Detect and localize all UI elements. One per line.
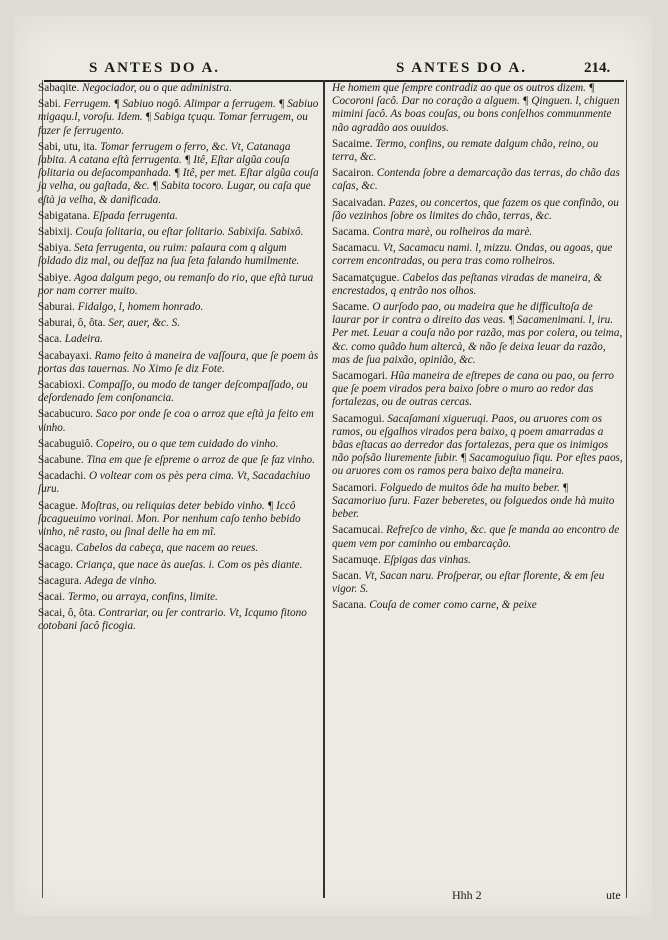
- entry-definition: He homem que ſempre contradiz ao que os outros dizem. ¶ Cocoroni ſacô. Dar no coração a alguem. ¶ Qinguen. l, chiguen mimini ſacô. As boas couſas, ou bons conſelhos communmente não agradão aos ouuidos.: [332, 82, 620, 134]
- dictionary-entry: [332, 413, 624, 479]
- dictionary-entry: [332, 370, 624, 410]
- dictionary-entry: [332, 226, 624, 239]
- entry-headword: Sacamori.: [332, 481, 378, 494]
- dictionary-entry: [38, 454, 320, 467]
- entry-headword: Sacai.: [38, 590, 66, 603]
- dictionary-entry: [332, 197, 624, 223]
- entry-headword: Sabiya.: [38, 242, 72, 255]
- entry-definition: Compaſſo, ou modo de tanger deſcompaſſado, ou deſordenado ſem conſonancia.: [38, 379, 308, 405]
- dictionary-entry: [38, 350, 320, 376]
- entry-headword: Sacabucuro.: [38, 408, 93, 421]
- entry-definition: Eſpada ferrugenta.: [92, 209, 178, 222]
- dictionary-entry: [332, 167, 624, 193]
- entry-headword: Sacago.: [38, 558, 74, 571]
- entry-definition: O voltear com os pès pera cima. Vt, Sacadachiuo ſuru.: [38, 470, 311, 496]
- entry-definition: Ramo feito à maneira de vaſſoura, que ſe poem às portas das tauernas. No Ximo ſe diz Fote.: [38, 349, 319, 375]
- entry-headword: Sacame.: [332, 301, 370, 314]
- entry-definition: Vt, Sacan naru. Proſperar, ou eſtar florente, & em ſeu vigor. S.: [332, 569, 605, 596]
- entry-definition: Cabelos das peſtanas viradas de maneira, & encrestados, q entrão nos olhos.: [332, 271, 603, 297]
- dictionary-entry: [332, 138, 624, 164]
- dictionary-entry: [38, 559, 320, 572]
- entry-definition: Folguedo de muitos ôde ha muito beber. ¶ Sacamoriuo ſuru. Fazer beberetes, ou folguedos onde hà muito beber.: [332, 481, 615, 521]
- entry-headword: Sacamuqe.: [332, 553, 381, 566]
- entry-headword: Sacabuguiô.: [38, 437, 93, 450]
- dictionary-entry: [38, 607, 320, 633]
- entry-definition: Couſa ſolitaria, ou eſtar ſolitario. Sabixiſa. Sabixô.: [75, 226, 304, 239]
- dictionary-entry: [332, 272, 624, 298]
- dictionary-entry: [38, 242, 320, 268]
- dictionary-entry: [38, 98, 320, 138]
- entry-definition: Contenda ſobre a demarcação das terras, do chão das caſas, &c.: [332, 167, 620, 193]
- column-divider: [323, 80, 325, 898]
- dictionary-entry: [38, 82, 320, 95]
- dictionary-entry: [332, 301, 624, 367]
- dictionary-entry: [38, 438, 320, 451]
- entry-headword: Sabi, utu, ita.: [38, 140, 98, 153]
- entry-headword: Sabi.: [38, 98, 61, 111]
- entry-headword: Sabixij.: [38, 226, 73, 239]
- entry-headword: Saca.: [38, 333, 62, 346]
- dictionary-entry: [38, 226, 320, 239]
- entry-definition: Sacaſamani xigueruqi. Paos, ou aruores com os ramos, ou eſgalhos virados pera baixo, q poem amarradas a bãas eſtacas ao derredor das fortalezas, pera que os inimigos não poſsão liuremente ſubir. ¶ Sacamoguiuo fiqu. Por eſtes paos, ou aruores com os ramos pera baixo deſta maneira.: [332, 412, 623, 478]
- right-column: [332, 82, 624, 616]
- dictionary-entry: [38, 141, 320, 207]
- entry-headword: Sacague.: [38, 499, 79, 512]
- entry-definition: Couſa de comer como carne, & peixe: [369, 599, 537, 612]
- right-border-rule: [626, 80, 627, 898]
- entry-headword: Sacabioxi.: [38, 379, 85, 392]
- dictionary-entry: [332, 599, 624, 612]
- left-running-header: S ANTES DO A.: [89, 60, 221, 76]
- entry-headword: Sacagura.: [38, 574, 82, 587]
- dictionary-entry: [38, 408, 320, 434]
- entry-definition: Contra marè, ou rolheiros da marè.: [372, 226, 533, 239]
- book-page: [14, 16, 652, 916]
- dictionary-entry: [38, 317, 320, 330]
- entry-headword: Sacamogari.: [332, 370, 388, 383]
- entry-headword: Sacagu.: [38, 542, 74, 555]
- page-number: 214.: [584, 60, 611, 76]
- catchword: ute: [606, 888, 621, 902]
- entry-definition: Adega de vinho.: [84, 574, 157, 587]
- entry-definition: Ser, auer, &c. S.: [108, 317, 180, 330]
- entry-definition: Refreſco de vinho, &c. que ſe manda ao encontro de quem vem por caminho ou embarcação.: [332, 524, 620, 550]
- dictionary-entry: [38, 210, 320, 223]
- entry-headword: Sacama.: [332, 226, 370, 239]
- entry-headword: Sacamacu.: [332, 242, 381, 255]
- entry-definition: Tomar ferrugem o ferro, &c. Vt, Catanaga ſabita. A catana eſtà ferrugenta. ¶ Itê, Eſtar algũa couſa ſolitaria ou deſacompanhada. ¶ Itê, per met. Eſtar algũa couſa ja velha, ou gaſtada, &c. ¶ Sabita tocoro. Lugar, ou caſa que eſtà ja velha, & danificada.: [38, 140, 319, 206]
- entry-headword: Saburai.: [38, 301, 75, 314]
- entry-headword: Sacairon.: [332, 167, 374, 180]
- entry-headword: Sacadachi.: [38, 470, 87, 483]
- dictionary-entry: [38, 470, 320, 496]
- entry-definition: Vt, Sacamacu nami. l, mizzu. Ondas, ou agoas, que correm encontradas, ou pera tras como rolheiros.: [332, 242, 613, 268]
- dictionary-entry: [332, 570, 624, 596]
- dictionary-entry: [332, 482, 624, 522]
- entry-definition: Termo, confins, ou remate dalgum chão, reino, ou terra, &c.: [332, 137, 599, 164]
- entry-definition: Moſtras, ou reliquias deter bebido vinho. ¶ Iccô ſacagueuimo vorinai. Mon. Por nenhum caſo tenho bebido vinho, nê rasto, ou ſinal delle ha em mĩ.: [38, 499, 301, 539]
- entry-definition: O aurſodo pao, ou madeira que he difficultoſa de laurar por ir contra o direito das veas. ¶ Sacamenimani. l, iru. Per met. Leuar a couſa não por razão, mas por colera, ou teima, &c. como quãdo hum altercà, & não ſe deixa leuar da razão, mas de ſua paixão, opinião, &c.: [332, 301, 623, 366]
- entry-headword: Sacamogui.: [332, 412, 385, 425]
- signature-mark: Hhh 2: [452, 888, 482, 902]
- entry-definition: Ladeira.: [64, 333, 103, 346]
- dictionary-entry: [38, 542, 320, 555]
- entry-headword: Sacabayaxi.: [38, 349, 92, 362]
- entry-headword: Sacamatçugue.: [332, 271, 400, 284]
- dictionary-entry: [332, 242, 624, 268]
- entry-definition: Agoa dalgum pego, ou remanſo do rio, que eſtà turua por nam correr muito.: [38, 271, 314, 297]
- entry-headword: Sacabune.: [38, 454, 84, 467]
- left-column: [38, 82, 320, 637]
- dictionary-entry: [38, 333, 320, 346]
- dictionary-entry: [38, 575, 320, 588]
- dictionary-entry: [38, 272, 320, 298]
- entry-definition: Saco por onde ſe coa o arroz que eſtà ja feito em vinho.: [38, 408, 314, 434]
- entry-headword: Sacana.: [332, 599, 367, 612]
- dictionary-entry: [332, 554, 624, 567]
- entry-definition: Tina em que ſe eſpreme o arroz de que ſe faz vinho.: [86, 454, 315, 467]
- dictionary-entry: [332, 524, 624, 550]
- entry-definition: Copeiro, ou o que tem cuidado do vinho.: [95, 437, 279, 450]
- dictionary-entry: [38, 301, 320, 314]
- entry-headword: Sacaime.: [332, 137, 373, 150]
- entry-headword: Sabaqite.: [38, 82, 80, 94]
- entry-definition: Termo, ou arraya, confins, limite.: [67, 590, 218, 603]
- dictionary-entry: [332, 82, 624, 135]
- dictionary-entry: [38, 591, 320, 604]
- entry-headword: Sabigatana.: [38, 209, 90, 222]
- entry-definition: Contrariar, ou ſer contrario. Vt, Icqumo fitono cotobani ſacô ficogia.: [38, 607, 307, 633]
- entry-definition: Fidalgo, l, homem honrado.: [77, 301, 204, 314]
- dictionary-entry: [38, 379, 320, 405]
- entry-headword: Sabiye.: [38, 271, 72, 284]
- entry-headword: Saburai, ô, ôta.: [38, 317, 106, 330]
- right-running-header: S ANTES DO A.: [396, 60, 528, 76]
- entry-definition: Pazes, ou concertos, que fazem os que confinão, ou ſão vezinhos ſobre os limites do chão, terras, &c.: [332, 196, 619, 222]
- entry-definition: Criança, que nace às aueſas. i. Com os pès diante.: [75, 558, 303, 571]
- entry-headword: Sacai, ô, ôta.: [38, 607, 96, 620]
- dictionary-entry: [38, 500, 320, 540]
- entry-definition: Eſpigas das vinhas.: [383, 553, 471, 566]
- entry-definition: Cabelos da cabeça, que nacem ao reues.: [75, 542, 259, 555]
- entry-headword: Sacaivadan.: [332, 196, 386, 209]
- entry-headword: Sacamucai.: [332, 524, 384, 537]
- entry-definition: Seta ferrugenta, ou ruim: palaura com q algum ſoldado diz mal, ou deſfaz na ſua ſeta falando humilmente.: [38, 242, 300, 268]
- entry-definition: Ferrugem. ¶ Sabiuo nogô. Alimpar a ferrugem. ¶ Sabiuo migaqu.l, voroſu. Idem. ¶ Sabiga tçuqu. Tomar ferrugem, ou fazer ſe ferrugento.: [38, 98, 319, 137]
- entry-headword: Sacan.: [332, 569, 362, 582]
- entry-definition: Negociador, ou o que administra.: [82, 82, 232, 94]
- entry-definition: Hũa maneira de eſtrepes de cana ou pao, ou ferro que ſe poem virados pera baixo ſobre o muro ao redor das fortalezas, ou de outras cercas.: [332, 370, 614, 409]
